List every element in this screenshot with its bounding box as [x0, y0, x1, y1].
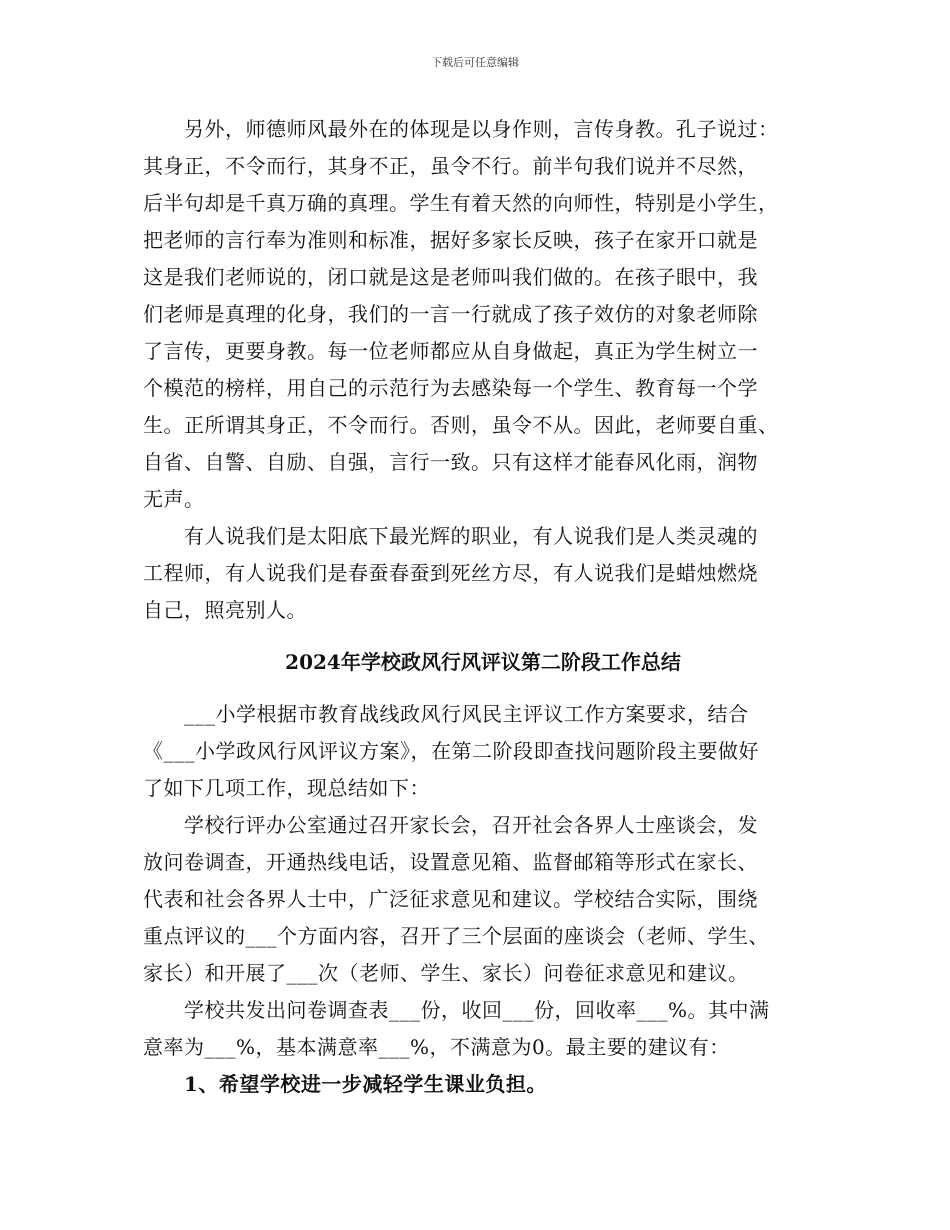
section-gap [143, 629, 823, 644]
paragraph-line: 其身正，不令而行，其身不正，虽令不行。前半句我们说并不尽然， [143, 154, 758, 178]
paragraph-line: 了如下几项工作，现总结如下： [143, 776, 430, 800]
paragraph-line: 意率为___%，基本满意率___%，不满意为0。最主要的建议有： [143, 1035, 730, 1059]
paragraph-line: 重点评议的___个方面内容，召开了三个层面的座谈会（老师、学生、 [143, 924, 769, 948]
paragraph-line: 《___小学政风行风评议方案》，在第二阶段即查找问题阶段主要做好 [143, 739, 759, 763]
paragraph-line: 无声。 [143, 487, 205, 511]
paragraph-line: 了言传，更要身教。每一位老师都应从自身做起，真正为学生树立一 [143, 339, 758, 363]
header-note: 下载后可任意编辑 [431, 56, 519, 69]
paragraph-line: 个模范的榜样，用自己的示范行为去感染每一个学生、教育每一个学 [143, 376, 758, 400]
bold-list-item: 1、希望学校进一步减轻学生课业负担。 [143, 1072, 547, 1096]
paragraph-line: 学校共发出问卷调查表___份，收回___份，回收率___%。其中满 [143, 998, 770, 1022]
paragraph-line: 代表和社会各界人士中，广泛征求意见和建议。学校结合实际，围绕 [143, 887, 758, 911]
section-title: 2024年学校政风行风评议第二阶段工作总结 [285, 650, 681, 674]
paragraph-line: 家长）和开展了___次（老师、学生、家长）问卷征求意见和建议。 [143, 961, 749, 985]
paragraph-line: 这是我们老师说的，闭口就是这是老师叫我们做的。在孩子眼中，我 [143, 265, 758, 289]
document-body [143, 111, 823, 1103]
paragraph-line: 生。正所谓其身正，不令而行。否则，虽令不从。因此，老师要自重、 [143, 413, 779, 437]
section-gap [143, 681, 823, 696]
paragraph-line: 后半句却是千真万确的真理。学生有着天然的向师性，特别是小学生， [143, 191, 779, 215]
paragraph-line: 自省、自警、自励、自强，言行一致。只有这样才能春风化雨，润物 [143, 450, 758, 474]
paragraph-line: 们老师是真理的化身，我们的一言一行就成了孩子效仿的对象老师除 [143, 302, 758, 326]
paragraph-line: 另外，师德师风最外在的体现是以身作则，言传身教。孔子说过： [143, 117, 779, 141]
paragraph-line: 把老师的言行奉为准则和标准，据好多家长反映，孩子在家开口就是 [143, 228, 758, 252]
paragraph-line: 自己，照亮别人。 [143, 598, 307, 622]
paragraph-line: 放问卷调查，开通热线电话，设置意见箱、监督邮箱等形式在家长、 [143, 850, 758, 874]
paragraph-line: 有人说我们是太阳底下最光辉的职业，有人说我们是人类灵魂的 [143, 524, 758, 548]
paragraph-line: 工程师，有人说我们是春蚕春蚕到死丝方尽，有人说我们是蜡烛燃烧 [143, 561, 758, 585]
paragraph-line: 学校行评办公室通过召开家长会，召开社会各界人士座谈会，发 [143, 813, 758, 837]
paragraph-line: ___小学根据市教育战线政风行风民主评议工作方案要求，结合 [143, 702, 749, 726]
